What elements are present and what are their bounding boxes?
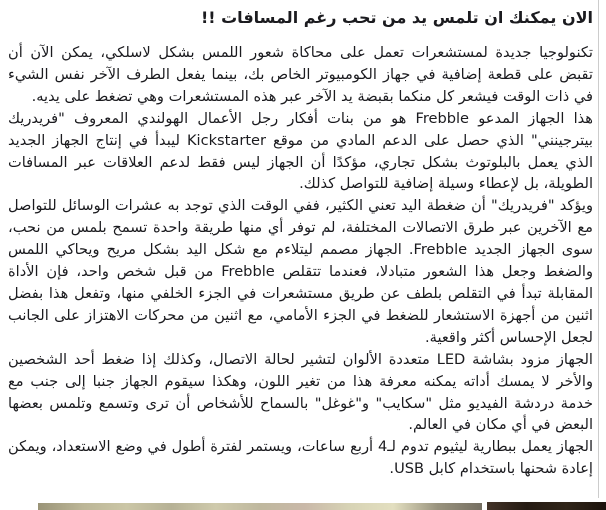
content-right-border xyxy=(598,0,599,498)
article-paragraph: الجهاز مزود بشاشة LED متعددة الألوان لتشير لحالة الاتصال، وكذلك إذا ضغط أحد الشخصين والأخر لا يمسك أداته يمكنه معرفة هذا من تغير اللون، وهكذا سيقوم الجهاز جنبا إلى جنب مع خدمة دردشة الفيديو مثل "سكايب" و"غوغل" بالسماح للأشخاص أن ترى وتسمع وتلمس بعضها البعض في أي مكان في العالم. xyxy=(8,350,593,434)
article-paragraph: هذا الجهاز المدعو Frebble هو من بنات أفكار رجل الأعمال الهولندي المعروف "فريدريك بيترجينني" الذي حصل على الدعم المادي من موقع Kickstarter ليبدأ في إنتاج الجهاز الجديد الذي يعمل بالبلوتوث بشكل تجاري، مؤكدًا أن الجهاز ليس فقط لدعم العلاقات عبر المسافات الطويلة، بل لإعطاء وسيلة إضافية للتواصل كذلك. xyxy=(8,109,593,193)
article-paragraph: ويؤكد "فريدريك" أن ضغطة اليد تعني الكثير، ففي الوقت الذي توجد به عشرات الوسائل للتواصل مع الآخرين عبر طرق الاتصالات المختلفة، لم توفر أي منها طريقة واحدة تسمح بلمس من نحب، سوى الجهاز الجديد Frebble. الجهاز مصمم ليتلاءم مع شكل اليد بشكل مريح ويحاكي اللمس والضغط وجعل هذا الشعور متبادلا، فعندما تتقلص Frebble من قبل شخص واحد، فإن الأداة المقابلة تبدأ في التقلص بلطف عن طريق مستشعرات في الجزء الخلفي منها، وتفعل هذا بفضل اثنين من أجهزة الاستشعار للضغط في الجزء الأمامي، مع اثنين من محركات الاهتزاز على الجانب لجعل الإحساس أكثر واقعية. xyxy=(8,197,593,346)
article-title: الان يمكنك ان تلمس يد من تحب رغم المسافات !! xyxy=(200,8,593,27)
article-paragraph: تكنولوجيا جديدة لمستشعرات تعمل على محاكاة شعور اللمس بشكل لاسلكي، يمكن الآن أن تقبض على قطعة إضافية في جهاز الكومبيوتر الخاص بك، بينما يفعل الطرف الآخر نفس الشيء في ذات الوقت فيشعر كل منكما بقبضة يد الآخر عبر هذه المستشعرات وهي تضغط على يديه. xyxy=(8,44,593,105)
article-paragraph: الجهاز يعمل ببطارية ليثيوم تدوم لـ4 أربع ساعات، ويستمر لفترة أطول في وضع الاستعداد، ويمكن إعادة شحنها باستخدام كابل USB. xyxy=(8,438,593,478)
photo-strip-1 xyxy=(487,502,606,510)
article-content xyxy=(8,0,593,480)
photo-strip-0 xyxy=(38,503,482,510)
